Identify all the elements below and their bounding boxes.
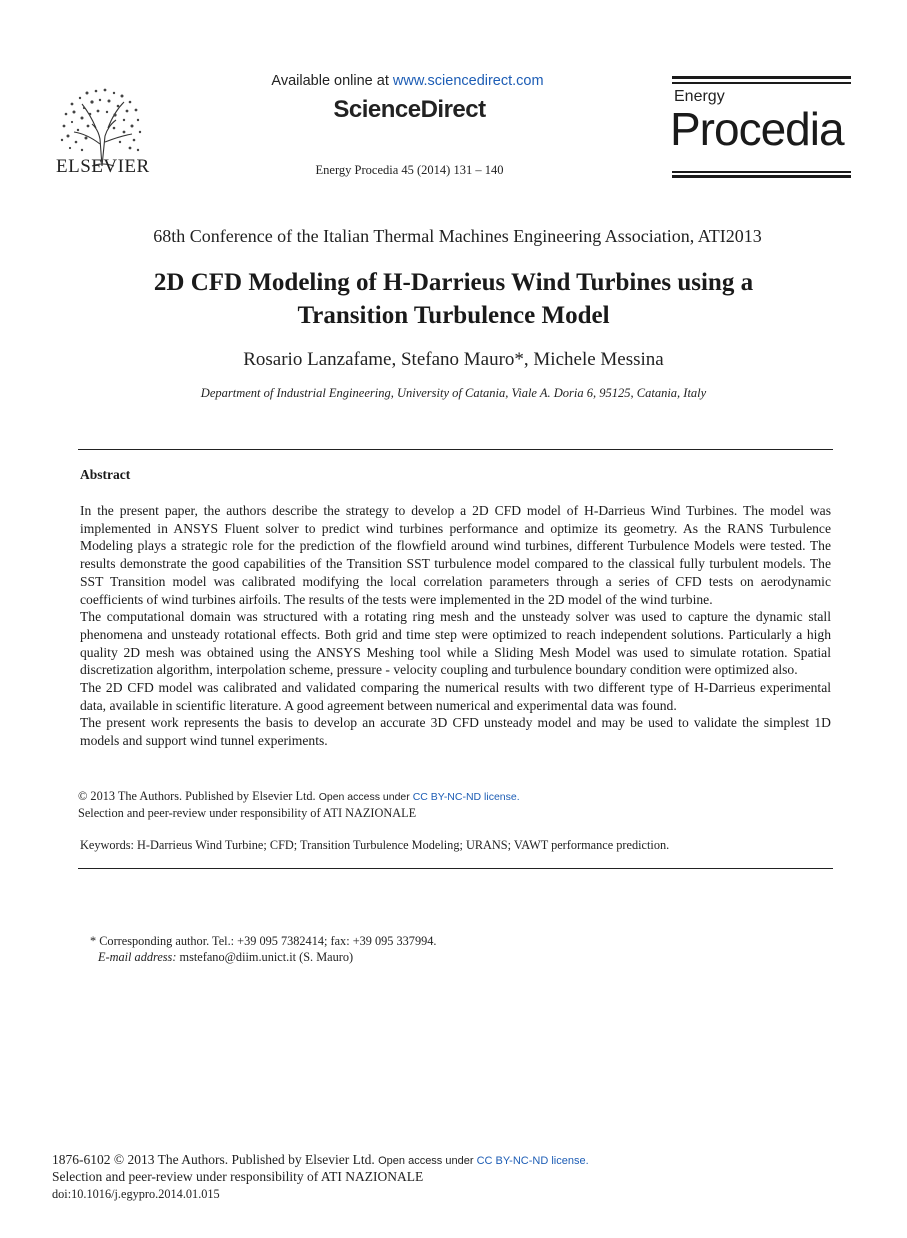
abstract-paragraph: The present work represents the basis to develop an accurate 3D CFD unsteady model and may be used to validate the simplest 1D models and support wind tunnel experiments. [80,715,831,749]
section-divider [78,449,833,450]
abstract-paragraph: The computational domain was structured with a rotating ring mesh and the unsteady solver was used to capture the dynamic stall phenomena and unsteady rotational effects. Both grid and time step were optimized to reach independent solutions. Particularly a high quality 2D mesh was obtained using the ANSYS Meshing tool while a Sliding Mesh Model was used to simulate rotation. Spatial discretization algorithm, interpolation scheme, pressure - velocity coupling and turbulence boundary condition were optimized also. [80,609,831,678]
footer-copyright [52,1152,589,1168]
copyright-text: © 2013 The Authors. Published by Elsevier Ltd. [78,789,319,803]
journal-reference: Energy Procedia 45 (2014) 131 – 140 [315,163,504,177]
journal-small-title: Energy [674,88,725,105]
footer-open-access: Open access under [378,1155,477,1167]
email-line [98,950,353,965]
abstract-heading: Abstract [80,467,131,482]
footer-license-link[interactable]: CC BY-NC-ND license. [476,1155,589,1167]
corresponding-author: * Corresponding author. Tel.: +39 095 7382414; fax: +39 095 337994. [90,934,437,948]
footer-copyright-text: 1876-6102 © 2013 The Authors. Published by Elsevier Ltd. [52,1152,379,1167]
procedia-rule [672,82,851,84]
footer-doi[interactable]: doi:10.1016/j.egypro.2014.01.015 [52,1187,220,1201]
abstract-paragraph: The 2D CFD model was calibrated and validated comparing the numerical results with two different type of H-Darrieus experimental data, available in scientific literature. A good agreement between numerical and experimental data was found. [80,680,831,713]
keywords: Keywords: H-Darrieus Wind Turbine; CFD; Transition Turbulence Modeling; URANS; VAWT performance prediction. [80,838,670,852]
section-divider [78,868,833,869]
elsevier-logo-text: ELSEVIER [56,156,150,177]
email-label: E-mail address: [98,950,177,964]
email-value[interactable]: mstefano@diim.unict.it (S. Mauro) [176,950,354,964]
abstract-paragraph: In the present paper, the authors describe the strategy to develop a 2D CFD model of H-Darrieus Wind Turbines. The model was implemented in ANSYS Fluent solver to predict wind turbines performance and optimize its geometry. As the RANS Turbulence Modeling plays a strategic role for the prediction of the flowfield around wind turbines, different Turbulence Models were tested. The results demonstrate the good capabilities of the Transition SST turbulence model compared to the classical fully turbulent models. The SST Transition model was calibrated modifying the local correlation parameters through a series of CFD tests on aerodynamic coefficients of wind turbines airfoils. The results of the tests were implemented in the 2D model of the wind turbine. [80,503,831,607]
sciencedirect-link[interactable]: www.sciencedirect.com [392,73,544,89]
procedia-rule [672,76,851,79]
abstract-body [80,502,831,750]
open-access-text: Open access under [318,791,413,803]
license-link[interactable]: CC BY-NC-ND license. [412,791,520,803]
footer-peer-review: Selection and peer-review under responsibility of ATI NAZIONALE [52,1169,424,1184]
procedia-rule [672,171,851,173]
authors: Rosario Lanzafame, Stefano Mauro*, Michele Messina [243,349,664,370]
affiliation: Department of Industrial Engineering, University of Catania, Viale A. Doria 6, 95125, Catania, Italy [200,386,707,400]
paper-title [0,266,907,332]
peer-review-line: Selection and peer-review under responsibility of ATI NAZIONALE [78,806,417,820]
copyright-line [78,789,520,804]
conference-name: 68th Conference of the Italian Thermal Machines Engineering Association, ATI2013 [153,226,762,246]
procedia-rule [672,175,851,178]
sciencedirect-brand: ScienceDirect [333,96,486,123]
available-prefix: Available online at [271,73,393,89]
title-line-1: 2D CFD Modeling of H-Darrieus Wind Turbines using a [153,269,754,296]
journal-big-title: Procedia [670,103,844,155]
title-line-2: Transition Turbulence Model [297,302,610,329]
